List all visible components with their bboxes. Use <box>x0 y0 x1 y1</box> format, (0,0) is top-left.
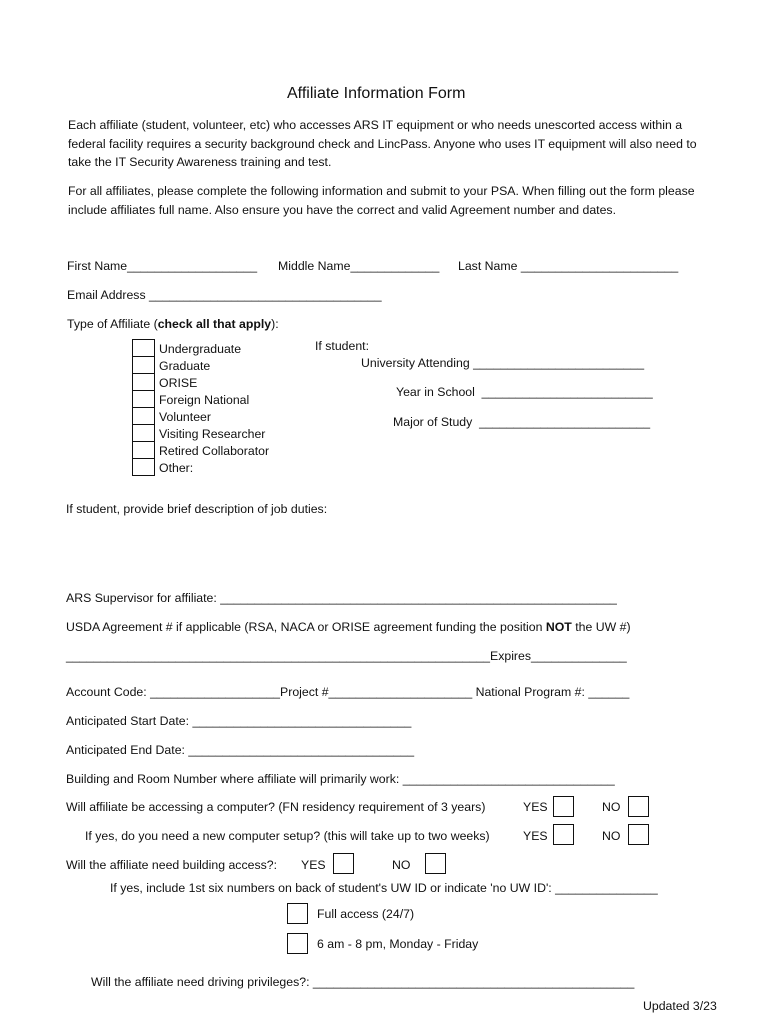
building-no-label: NO <box>392 858 411 872</box>
building-yes-label: YES <box>301 858 326 872</box>
intro-paragraph-2: For all affiliates, please complete the following information and submit to your PSA. When filling out the form please include affiliates full name. Also ensure you have the correct and valid Agreement number and dates. <box>68 184 695 217</box>
agreement-label: USDA Agreement # if applicable (RSA, NACA or ORISE agreement funding the position NOT the UW #) <box>66 620 631 634</box>
email-field[interactable]: Email Address __________________________________ <box>67 288 382 302</box>
building-no-checkbox[interactable] <box>425 853 446 874</box>
supervisor-field[interactable]: ARS Supervisor for affiliate: __________________________________________________________ <box>66 591 617 605</box>
job-duties-label: If student, provide brief description of job duties: <box>66 502 328 516</box>
intro-paragraph-1: Each affiliate (student, volunteer, etc) who accesses ARS IT equipment or who needs unescorted access within a federal facility requires a security background check and LincPass. Anyone who uses IT equipment will also need to take the IT Security Awareness training and test. <box>68 118 697 169</box>
checkbox[interactable] <box>132 424 155 442</box>
form-title: Affiliate Information Form <box>287 85 466 102</box>
account-project-program-field[interactable]: Account Code: ___________________Project #_____________________ National Program #: ______ <box>66 685 630 699</box>
checkbox[interactable] <box>132 390 155 408</box>
setup-yes-checkbox[interactable] <box>553 824 574 845</box>
start-date-field[interactable]: Anticipated Start Date: ________________________________ <box>66 714 412 728</box>
university-field[interactable]: University Attending _________________________ <box>361 356 645 370</box>
setup-no-label: NO <box>602 829 621 843</box>
affiliate-type-label: Type of Affiliate (check all that apply): <box>67 317 279 331</box>
full-access-checkbox[interactable] <box>287 903 308 924</box>
student-heading: If student: <box>315 339 370 353</box>
checkbox[interactable] <box>132 356 155 374</box>
checkbox[interactable] <box>132 458 155 476</box>
building-yes-checkbox[interactable] <box>333 853 354 874</box>
computer-yes-label: YES <box>523 800 548 814</box>
building-access-question: Will the affiliate need building access?: <box>66 858 277 872</box>
setup-no-checkbox[interactable] <box>628 824 649 845</box>
full-access-label: Full access (24/7) <box>317 907 415 921</box>
computer-no-label: NO <box>602 800 621 814</box>
checkbox[interactable] <box>132 407 155 425</box>
last-name-field[interactable]: Last Name _______________________ <box>458 259 679 273</box>
agreement-expires-field[interactable]: ______________________________________________________________Expires______________ <box>66 649 627 663</box>
middle-name-field[interactable]: Middle Name_____________ <box>278 259 440 273</box>
year-in-school-field[interactable]: Year in School _________________________ <box>396 385 653 399</box>
setup-yes-label: YES <box>523 829 548 843</box>
checkbox[interactable] <box>132 373 155 391</box>
checkbox[interactable] <box>132 339 155 357</box>
first-name-field[interactable]: First Name___________________ <box>67 259 258 273</box>
end-date-field[interactable]: Anticipated End Date: _________________________________ <box>66 743 415 757</box>
limited-access-label: 6 am - 8 pm, Monday - Friday <box>317 937 479 951</box>
checkbox[interactable] <box>132 441 155 459</box>
updated-date: Updated 3/23 <box>643 999 717 1013</box>
computer-access-question: Will affiliate be accessing a computer? (FN residency requirement of 3 years) <box>66 800 486 814</box>
computer-setup-question: If yes, do you need a new computer setup? (this will take up to two weeks) <box>85 829 490 843</box>
computer-yes-checkbox[interactable] <box>553 796 574 817</box>
driving-privileges-field[interactable]: Will the affiliate need driving privileges?: _______________________________________________ <box>91 975 635 989</box>
limited-access-checkbox[interactable] <box>287 933 308 954</box>
major-of-study-field[interactable]: Major of Study _________________________ <box>393 415 651 429</box>
computer-no-checkbox[interactable] <box>628 796 649 817</box>
building-room-field[interactable]: Building and Room Number where affiliate will primarily work: _______________________________ <box>66 772 615 786</box>
uw-id-field[interactable]: If yes, include 1st six numbers on back of student's UW ID or indicate 'no UW ID': _______________ <box>110 881 658 895</box>
